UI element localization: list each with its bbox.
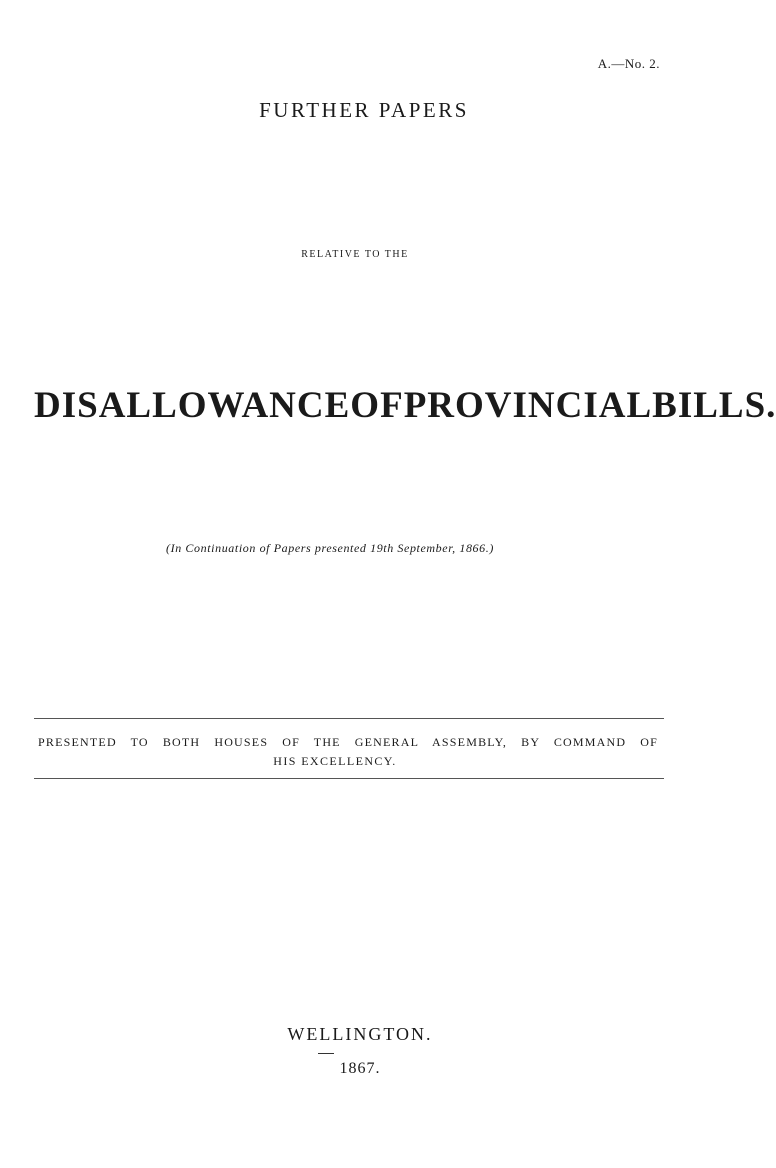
relative-to-line: RELATIVE TO THE <box>301 249 409 260</box>
publication-year: 1867. <box>339 1060 381 1077</box>
imprint-dash <box>318 1053 334 1054</box>
top-rule <box>34 718 664 719</box>
main-title-word-1: DISALLOWANCE <box>34 385 351 426</box>
main-title-word-2: OF <box>350 385 404 426</box>
place-of-publication: WELLINGTON. <box>287 1024 433 1044</box>
main-title-word-3: PROVINCIAL <box>403 385 653 426</box>
presented-line-2: HIS EXCELLENCY. <box>273 754 397 768</box>
continuation-note: (In Continuation of Papers presented 19th September, 1866.) <box>166 541 494 555</box>
document-reference: A.—No. 2. <box>597 56 660 71</box>
title-further-papers: FURTHER PAPERS <box>259 98 469 122</box>
main-title <box>34 384 776 427</box>
presented-line-1: PRESENTED TO BOTH HOUSES OF THE GENERAL ASSEMBLY, BY COMMAND OF <box>38 735 658 749</box>
bottom-rule <box>34 778 664 779</box>
main-title-word-4: BILLS. <box>652 385 776 426</box>
